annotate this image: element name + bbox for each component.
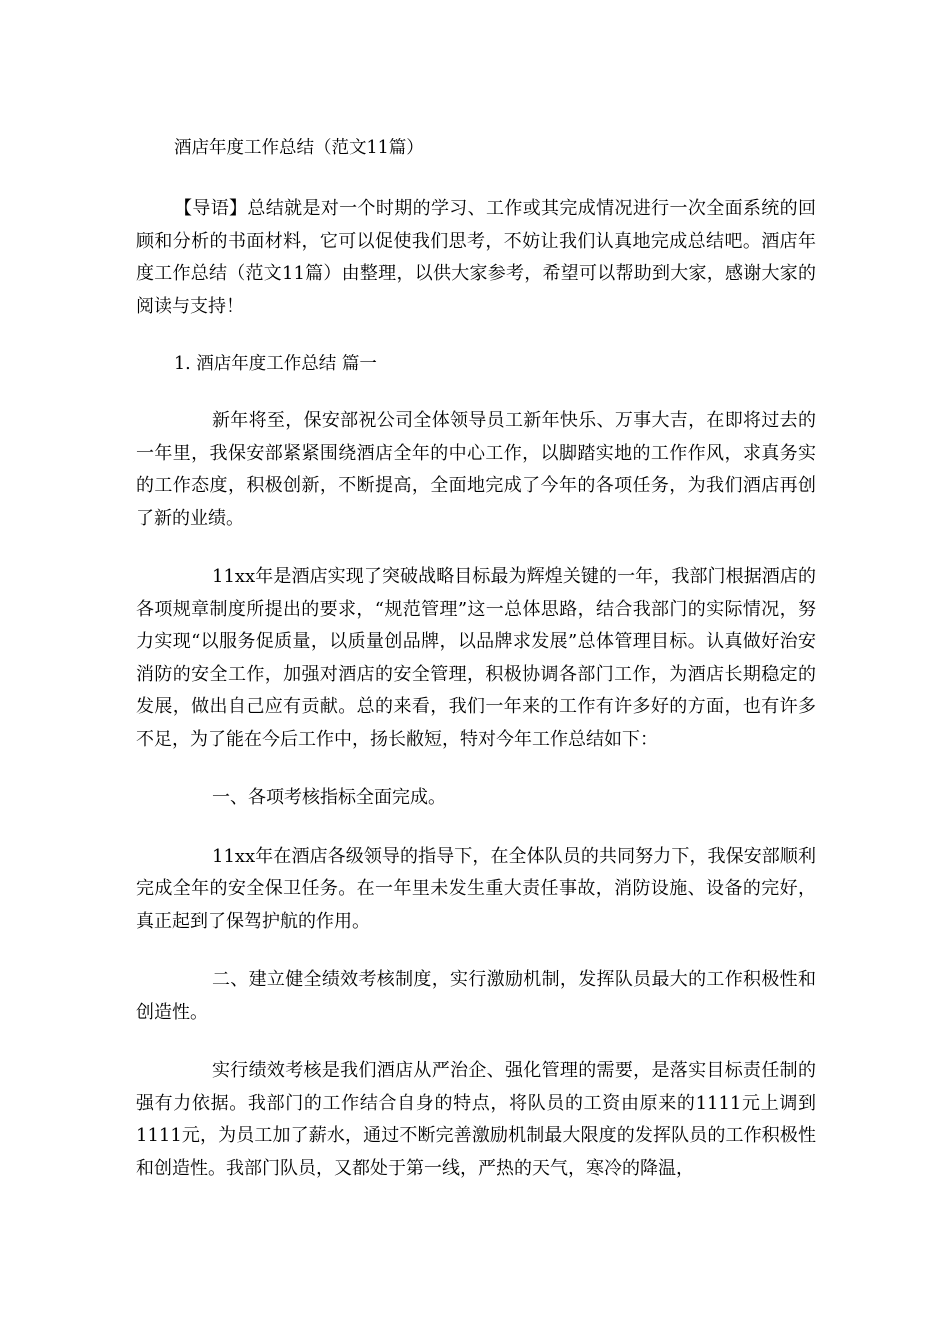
document-page <box>136 130 816 1211</box>
body-paragraph: 实行绩效考核是我们酒店从严治企、强化管理的需要，是落实目标责任制的强有力依据。我部门的工作结合自身的特点，将队员的工资由原来的1111元上调到1111元，为员工加了薪水，通过不断完善激励机制最大限度的发挥队员的工作积极性和创造性。我部门队员，又都处于第一线，严热的天气，寒冷的降温， <box>136 1060 816 1179</box>
section-heading: 1. 酒店年度工作总结 篇一 <box>174 354 377 374</box>
body-paragraph: 新年将至，保安部祝公司全体领导员工新年快乐、万事大吉，在即将过去的一年里，我保安部紧紧围绕酒店全年的中心工作，以脚踏实地的工作作风，求真务实的工作态度，积极创新，不断提高，全面地完成了今年的各项任务，为我们酒店再创了新的业绩。 <box>136 410 816 529</box>
sub-heading: 一、各项考核指标全面完成。 <box>212 787 446 808</box>
document-title: 酒店年度工作总结（范文11篇） <box>174 138 424 158</box>
intro-paragraph: 【导语】总结就是对一个时期的学习、工作或其完成情况进行一次全面系统的回顾和分析的书面材料，它可以促使我们思考，不妨让我们认真地完成总结吧。酒店年度工作总结（范文11篇）由整理，以供大家参考，希望可以帮助到大家，感谢大家的阅读与支持！ <box>136 198 816 317</box>
body-paragraph: 11xx年在酒店各级领导的指导下，在全体队员的共同努力下，我保安部顺利完成全年的安全保卫任务。在一年里未发生重大责任事故，消防设施、设备的完好，真正起到了保驾护航的作用。 <box>136 845 816 932</box>
body-paragraph: 11xx年是酒店实现了突破战略目标最为辉煌关键的一年，我部门根据酒店的各项规章制度所提出的要求，“规范管理”这一总体思路，结合我部门的实际情况，努力实现“以服务促质量，以质量创品牌，以品牌求发展”总体管理目标。认真做好治安消防的安全工作，加强对酒店的安全管理，积极协调各部门工作，为酒店长期稳定的发展，做出自己应有贡献。总的来看，我们一年来的工作有许多好的方面，也有许多不足，为了能在今后工作中，扬长敝短，特对今年工作总结如下： <box>136 566 816 750</box>
sub-heading: 二、建立健全绩效考核制度，实行激励机制，发挥队员最大的工作积极性和创造性。 <box>136 969 816 1023</box>
